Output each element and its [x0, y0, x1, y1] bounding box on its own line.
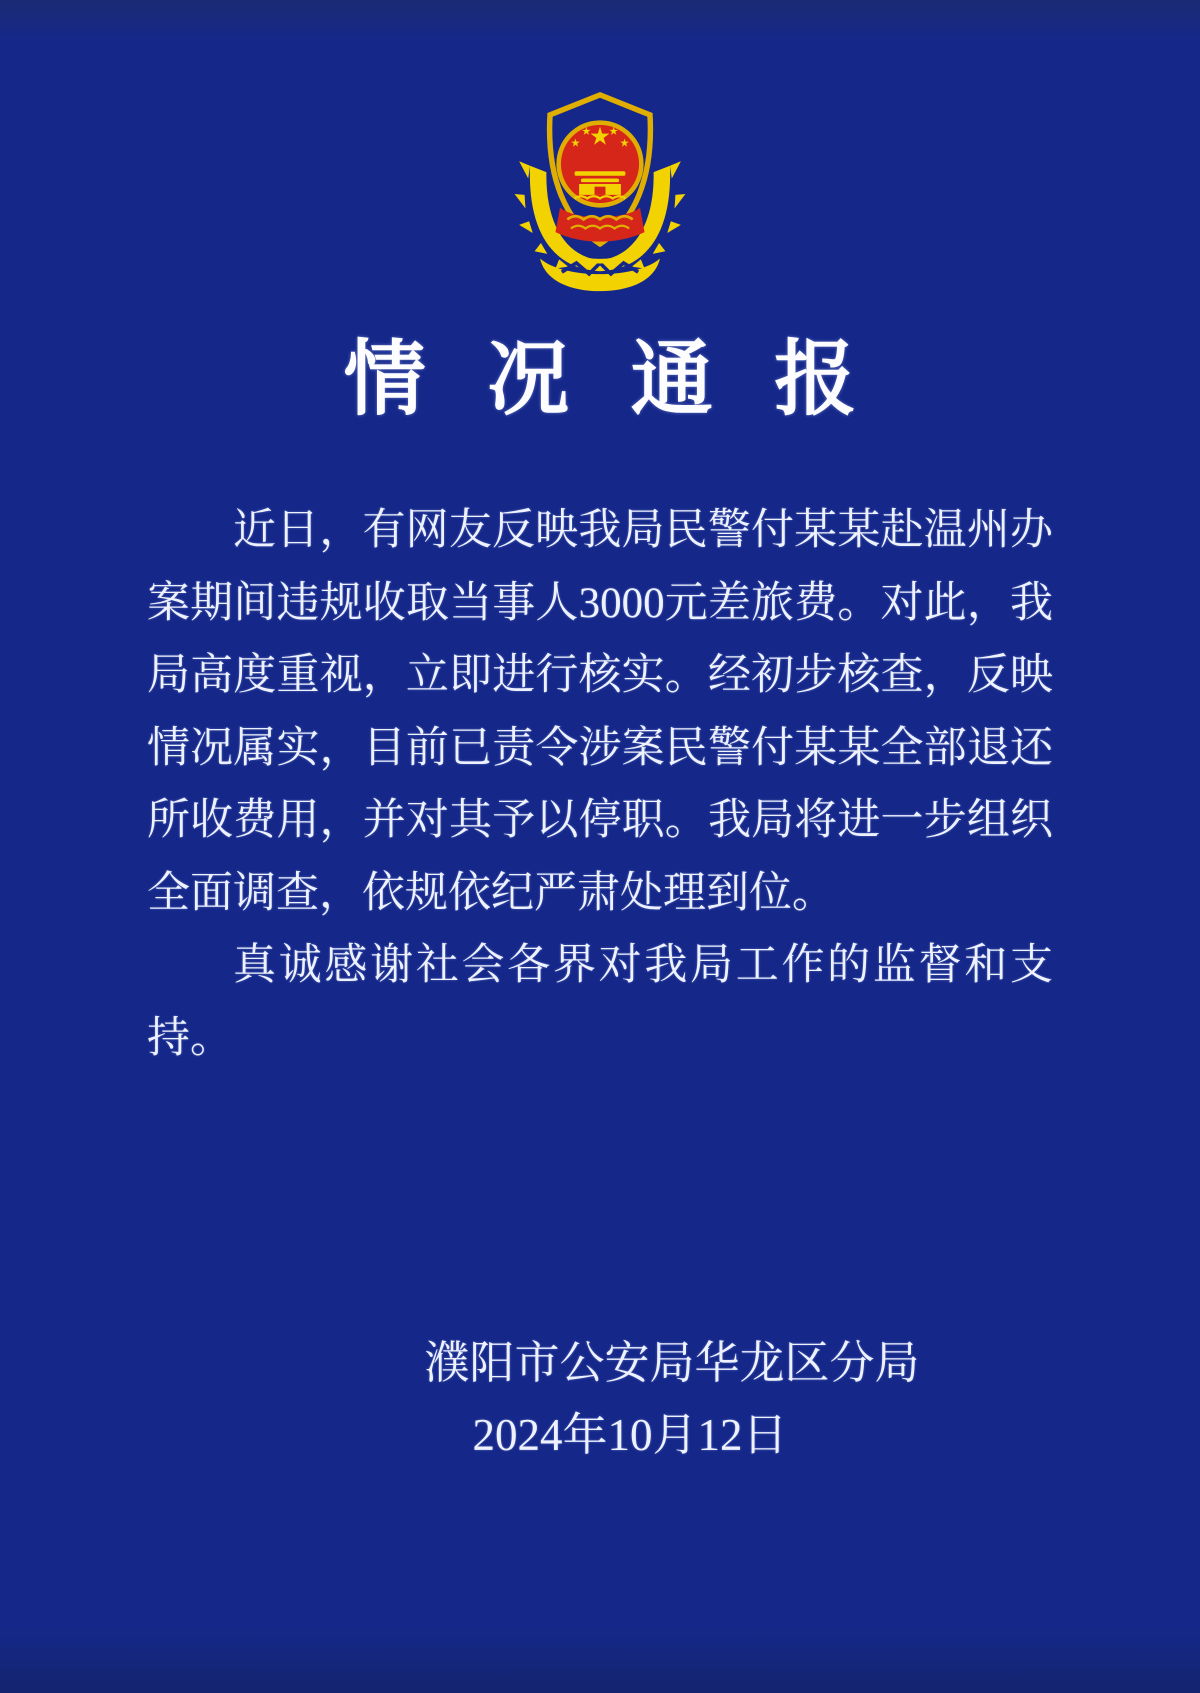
police-badge-icon [509, 84, 691, 293]
notice-date: 2024年10月12日 [472, 1410, 788, 1461]
notice-footer [0, 1327, 1200, 1471]
notice-body [147, 495, 1053, 1075]
badge-national-emblem [556, 120, 643, 207]
badge-tiananmen [575, 171, 626, 198]
notice-paragraph-2: 真诚感谢社会各界对我局工作的监督和支持。 [147, 942, 1053, 1062]
badge-ribbon [555, 208, 644, 242]
notice-title: 情 况 通 报 [343, 334, 877, 425]
issuing-authority: 濮阳市公安局华龙区分局 [424, 1338, 920, 1389]
badge-container [0, 0, 1200, 293]
notice-paragraph-1: 近日，有网友反映我局民警付某某赴温州办案期间违规收取当事人3000元差旅费。对此，我局高度重视，立即进行核实。经初步核查，反映情况属实，目前已责令涉案民警付某某全部退还所收费用，并对其予以停职。我局将进一步组织全面调查，依规依纪严肃处理到位。 [147, 507, 1053, 917]
